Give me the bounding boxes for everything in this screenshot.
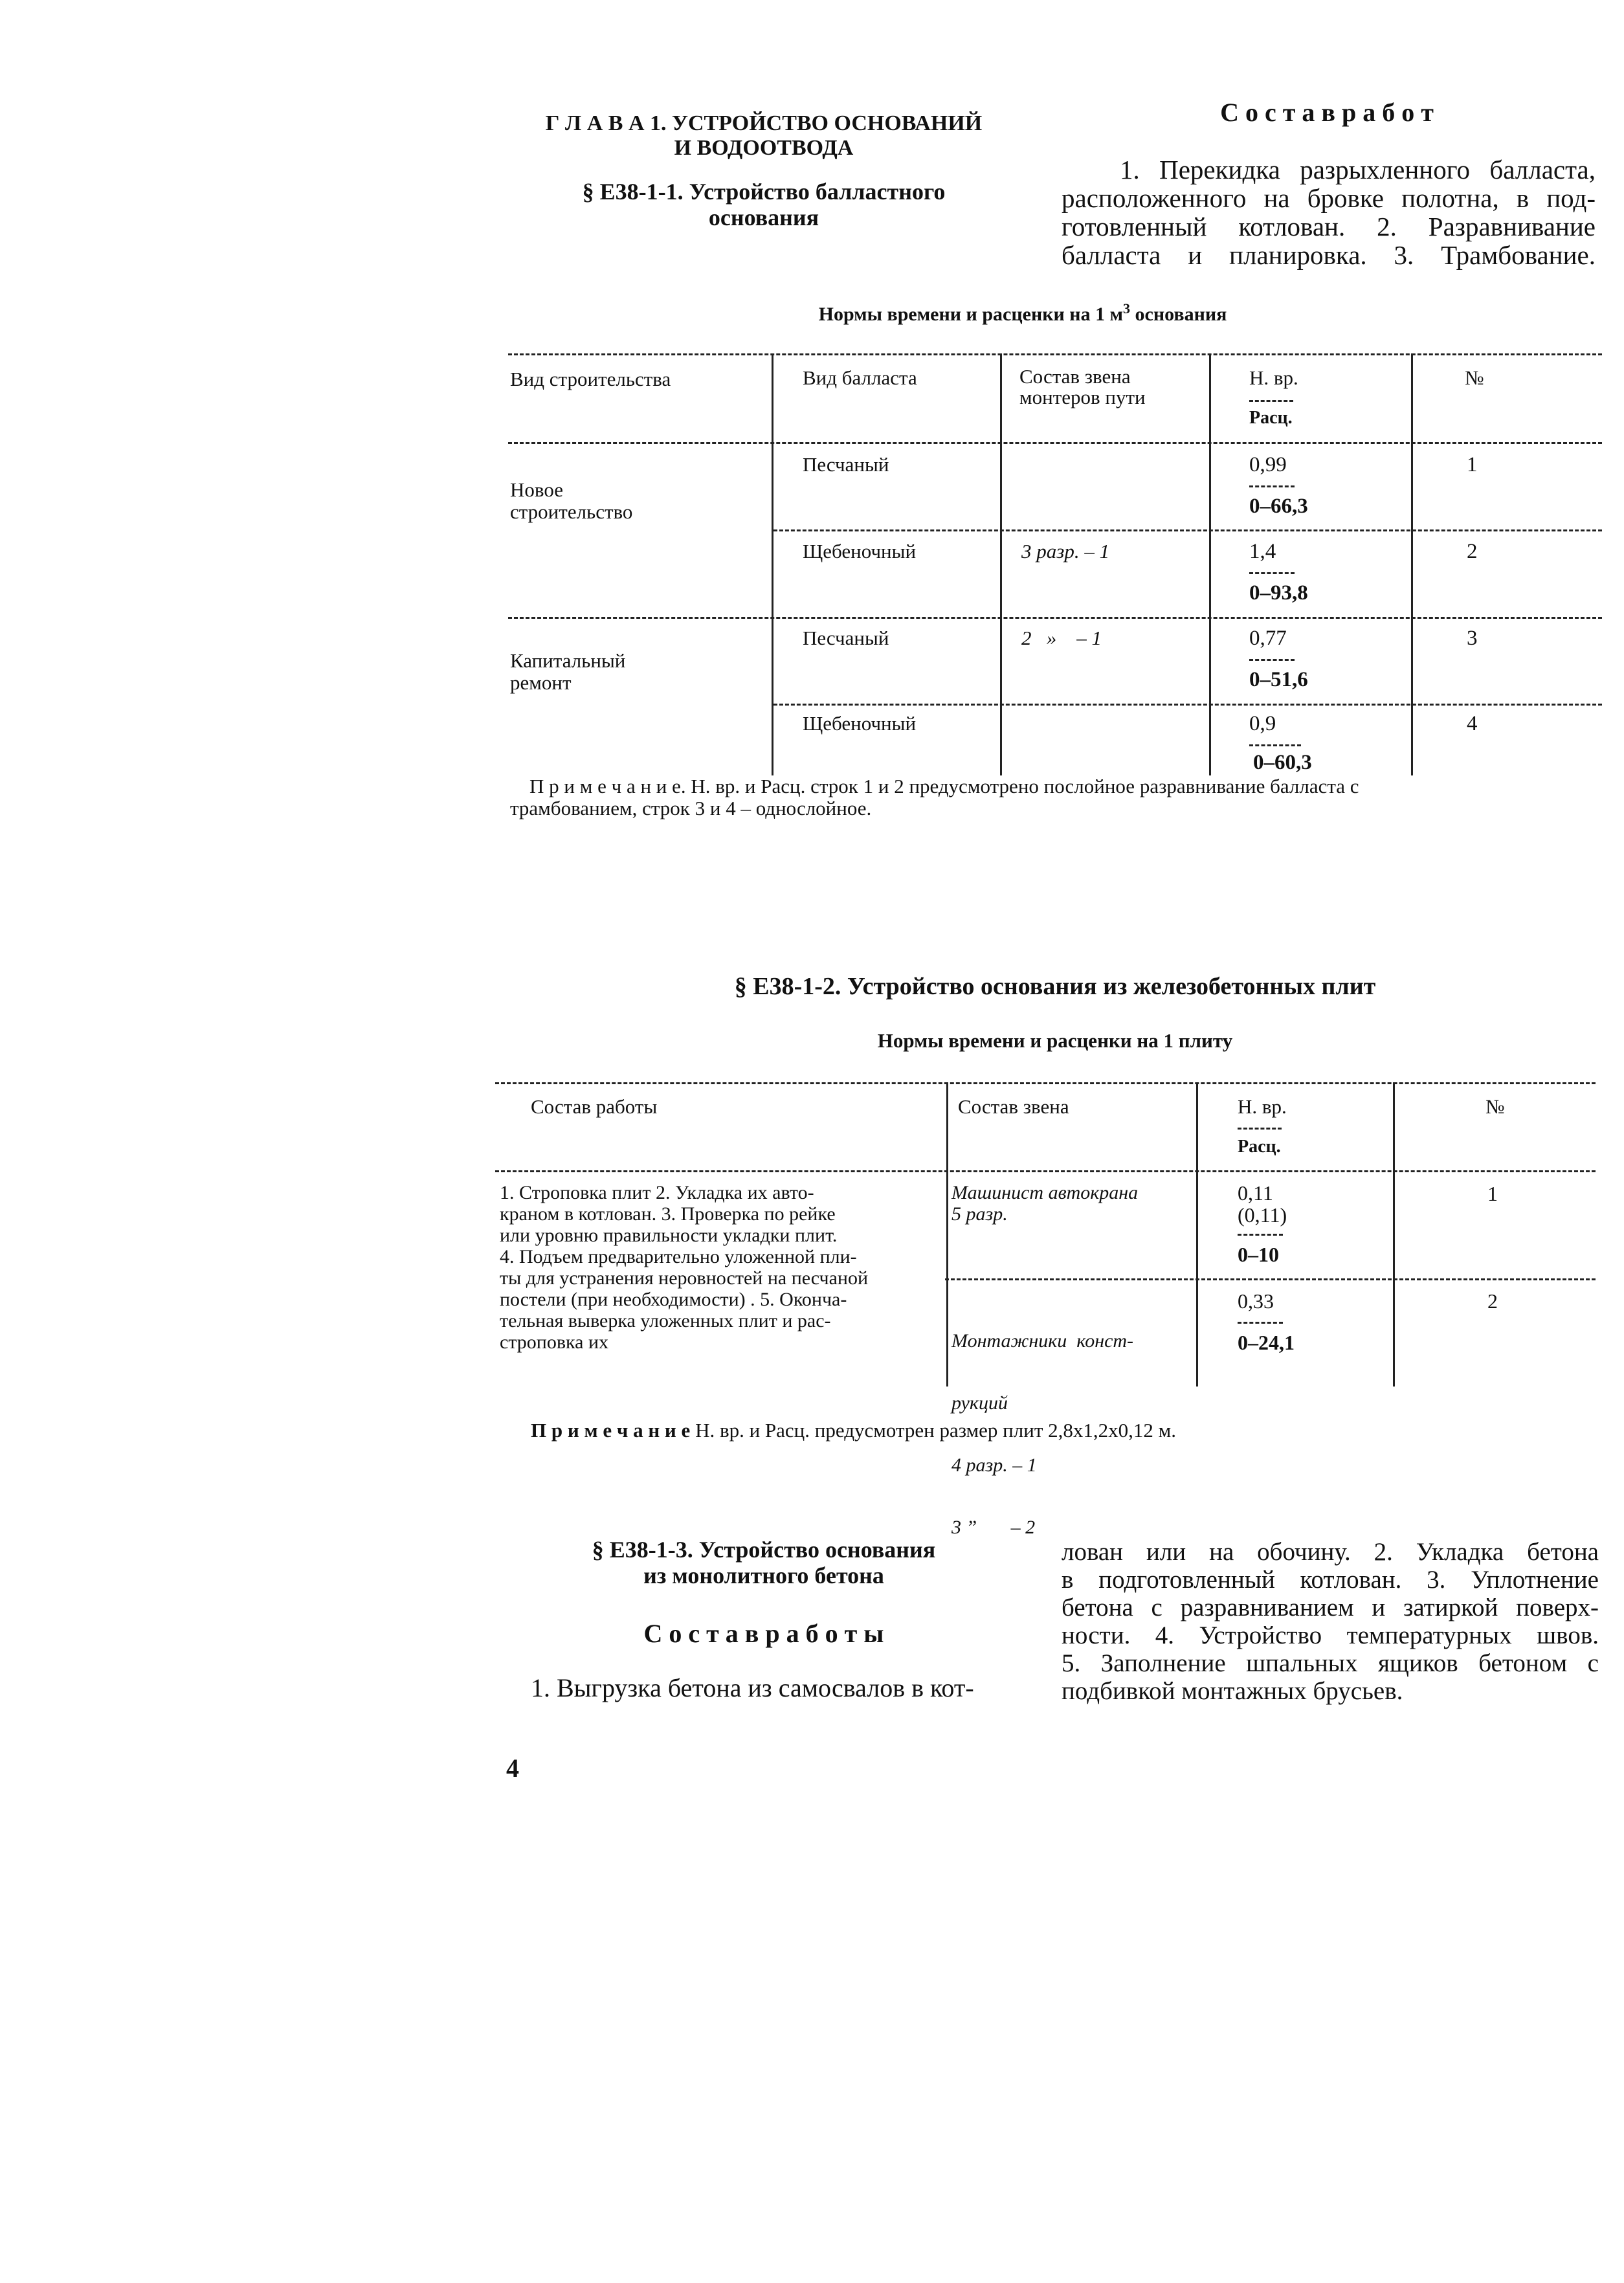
- crew-line: 3 ” – 2: [951, 1517, 1036, 1538]
- page-number: 4: [506, 1754, 519, 1783]
- section1-work-line: 1. Перекидка разрыхленного балласта,: [1120, 155, 1596, 184]
- section1-title-line1: § Е38-1-1. Устройство балластного: [582, 179, 946, 205]
- table-row-2-num: 2: [1467, 540, 1478, 563]
- crew-line: 4 разр. – 1: [951, 1454, 1037, 1476]
- header-crew: Состав звена: [958, 1095, 1069, 1118]
- table-rule: [508, 617, 1602, 619]
- header-crew-line2: монтеров пути: [1019, 386, 1146, 408]
- section3-line: подбивкой монтажных брусьев.: [1062, 1677, 1403, 1705]
- section3-work-heading: С о с т а в р а б о т ы: [643, 1619, 884, 1648]
- table2-row-1-fraction: [1238, 1234, 1283, 1236]
- section1-work-line: расположенного на бровке полотна, в под-: [1062, 183, 1596, 213]
- group-label-repair: [510, 650, 625, 694]
- work-line: или уровню правильности укладки плит.: [500, 1225, 838, 1246]
- table-row-1-fraction: [1249, 485, 1295, 487]
- table-row-3-fraction: [1249, 659, 1295, 661]
- table-col-rule: [1393, 1082, 1395, 1387]
- group-label-line: ремонт: [510, 671, 572, 694]
- section1-work-heading: С о с т а в р а б о т: [1220, 98, 1434, 127]
- section1-work-text: [1062, 155, 1596, 269]
- table-rule: [773, 529, 1602, 531]
- caption-superscript: 3: [1123, 300, 1131, 317]
- group-label-new: [510, 479, 632, 523]
- table-row-3-nvr: 0,77: [1249, 627, 1287, 650]
- work-line: постели (при необходимости) . 5. Оконча-: [500, 1289, 847, 1310]
- section3-left-text: 1. Выгрузка бетона из самосвалов в кот-: [531, 1673, 974, 1702]
- section3-right-text: [1062, 1538, 1599, 1705]
- chapter-title-line2: И ВОДООТВОДА: [674, 136, 854, 160]
- table-row-4-fraction: [1249, 744, 1301, 746]
- table2-row-2-fraction: [1238, 1322, 1283, 1324]
- work-line: ты для устранения неровностей на песчаной: [500, 1267, 869, 1289]
- table-row-2-rasc: 0–93,8: [1249, 581, 1308, 605]
- group-label-line: Капитальный: [510, 649, 626, 672]
- table-row-3-crew: 2 » – 1: [1021, 627, 1102, 649]
- header-number: №: [1465, 366, 1484, 389]
- section3-title: [518, 1537, 1010, 1588]
- header-time-norm: Н. вр.: [1249, 366, 1298, 389]
- table-row-3-ballast: Песчаный: [803, 627, 889, 649]
- header-construction-type: Вид строительства: [510, 368, 671, 390]
- table-row-2-nvr: 1,4: [1249, 540, 1276, 563]
- caption-text: Нормы времени и расценки на 1 м: [818, 304, 1124, 325]
- header-ballast-type: Вид балласта: [803, 366, 917, 389]
- chapter-title: [531, 111, 997, 161]
- table-row-3-rasc: 0–51,6: [1249, 668, 1308, 691]
- section2-table-caption: Нормы времени и расценки на 1 плиту: [877, 1029, 1233, 1052]
- work-line: 4. Подъем предварительно уложенной пли-: [500, 1246, 857, 1267]
- header-price: Расц.: [1238, 1137, 1281, 1157]
- section1-title: [531, 179, 997, 230]
- caption-text-end: основания: [1130, 304, 1227, 325]
- table2-row-2-rasc: 0–24,1: [1238, 1331, 1295, 1354]
- table2-row-1-nvr: [1238, 1182, 1287, 1226]
- table-col-rule: [772, 353, 773, 775]
- table-row-3-num: 3: [1467, 627, 1478, 650]
- header-crew: [1019, 366, 1146, 408]
- table-row-4-nvr: 0,9: [1249, 712, 1276, 735]
- crew-line: рукций: [951, 1392, 1008, 1414]
- table-col-rule: [1000, 353, 1002, 775]
- section3-line: в подготовленный котлован. 3. Уплотнение: [1062, 1566, 1599, 1594]
- table-rule: [495, 1170, 1596, 1172]
- table2-row-1-rasc: 0–10: [1238, 1243, 1279, 1266]
- table-col-rule: [1209, 353, 1211, 775]
- table-row-4-ballast: Щебеночный: [803, 712, 917, 735]
- section3-title-line2: из монолитного бетона: [643, 1563, 884, 1588]
- table-row-2-crew: 3 разр. – 1: [1021, 540, 1110, 562]
- table2-row-2-num: 2: [1487, 1289, 1498, 1313]
- table-rule: [508, 353, 1602, 355]
- note-text: Н. вр. и Расц. строк 1 и 2 предусмотрено послойное разравнивание балласта с: [685, 775, 1359, 797]
- section3-title-line1: § Е38-1-3. Устройство основания: [592, 1537, 936, 1563]
- section3-line: ности. 4. Устройство температурных швов.: [1062, 1621, 1599, 1649]
- header-work: Состав работы: [531, 1095, 658, 1118]
- header-price: Расц.: [1249, 408, 1293, 428]
- table-rule: [945, 1278, 1596, 1280]
- note-label: П р и м е ч а н и е: [531, 1419, 691, 1442]
- group-label-line: строительство: [510, 500, 633, 523]
- section1-work-line: готовленный котлован. 2. Разравнивание: [1062, 212, 1596, 241]
- section2-note: [531, 1419, 1176, 1442]
- crew-line: Монтажники конст-: [951, 1330, 1134, 1352]
- group-label-line: Новое: [510, 478, 563, 501]
- header-crew-line1: Состав звена: [1019, 365, 1131, 388]
- section3-line: 5. Заполнение шпальных ящиков бетоном с: [1062, 1649, 1599, 1677]
- note-text: Н. вр. и Расц. предусмотрен размер плит 2,8х1,2х0,12 м.: [690, 1419, 1176, 1442]
- work-line: краном в котлован. 3. Проверка по рейке: [500, 1203, 836, 1225]
- table-col-rule: [1196, 1082, 1198, 1387]
- work-line: тельная выверка уложенных плит и рас-: [500, 1310, 831, 1331]
- chapter-title-line1: Г Л А В А 1. УСТРОЙСТВО ОСНОВАНИЙ: [545, 111, 983, 135]
- table-row-1-num: 1: [1467, 453, 1478, 476]
- table2-row-2-nvr: 0,33: [1238, 1289, 1274, 1313]
- crew-line: 5 разр.: [951, 1203, 1008, 1225]
- section1-note-line1: [510, 775, 1604, 797]
- table-col-rule: [946, 1082, 948, 1387]
- work-description: [500, 1182, 946, 1353]
- section1-note: [510, 775, 1604, 819]
- table-row-4-num: 4: [1467, 712, 1478, 735]
- table-col-rule: [1411, 353, 1413, 775]
- table-row-1-ballast: Песчаный: [803, 453, 889, 476]
- header-fraction-line: [1249, 400, 1293, 402]
- crew-line: Машинист автокрана: [951, 1182, 1139, 1203]
- section1-title-line2: основания: [708, 205, 819, 230]
- table-row-2-fraction: [1249, 572, 1295, 574]
- table-row-2-ballast: Щебеночный: [803, 540, 917, 562]
- table-row-1-nvr: 0,99: [1249, 453, 1287, 476]
- table2-row-1-crew: [951, 1182, 1138, 1225]
- header-number: №: [1485, 1095, 1505, 1118]
- table2-row-1-num: 1: [1487, 1182, 1498, 1205]
- table-row-1-rasc: 0–66,3: [1249, 495, 1308, 518]
- nvr-value: 0,11: [1238, 1181, 1273, 1205]
- work-line: строповка их: [500, 1331, 609, 1353]
- work-line: 1. Строповка плит 2. Укладка их авто-: [500, 1182, 814, 1203]
- section1-note-line2: трамбованием, строк 3 и 4 – однослойное.: [510, 797, 872, 819]
- header-time-norm: Н. вр.: [1238, 1095, 1287, 1118]
- table-row-4-rasc: 0–60,3: [1253, 751, 1312, 774]
- section2-title: § Е38-1-2. Устройство основания из железобетонных плит: [734, 973, 1376, 1000]
- section3-line: лован или на обочину. 2. Укладка бетона: [1062, 1538, 1599, 1566]
- table-rule: [495, 1082, 1596, 1084]
- nvr-extra: (0,11): [1238, 1203, 1287, 1227]
- table-rule: [508, 442, 1602, 444]
- note-label: П р и м е ч а н и е.: [529, 775, 686, 797]
- section1-table-caption: [505, 298, 1541, 326]
- table-rule: [773, 704, 1602, 706]
- header-fraction-line: [1238, 1128, 1282, 1130]
- section1-work-line: балласта и планировка. 3. Трамбование.: [1062, 240, 1596, 270]
- section3-line: бетона с разравниванием и затиркой поверх-: [1062, 1594, 1599, 1621]
